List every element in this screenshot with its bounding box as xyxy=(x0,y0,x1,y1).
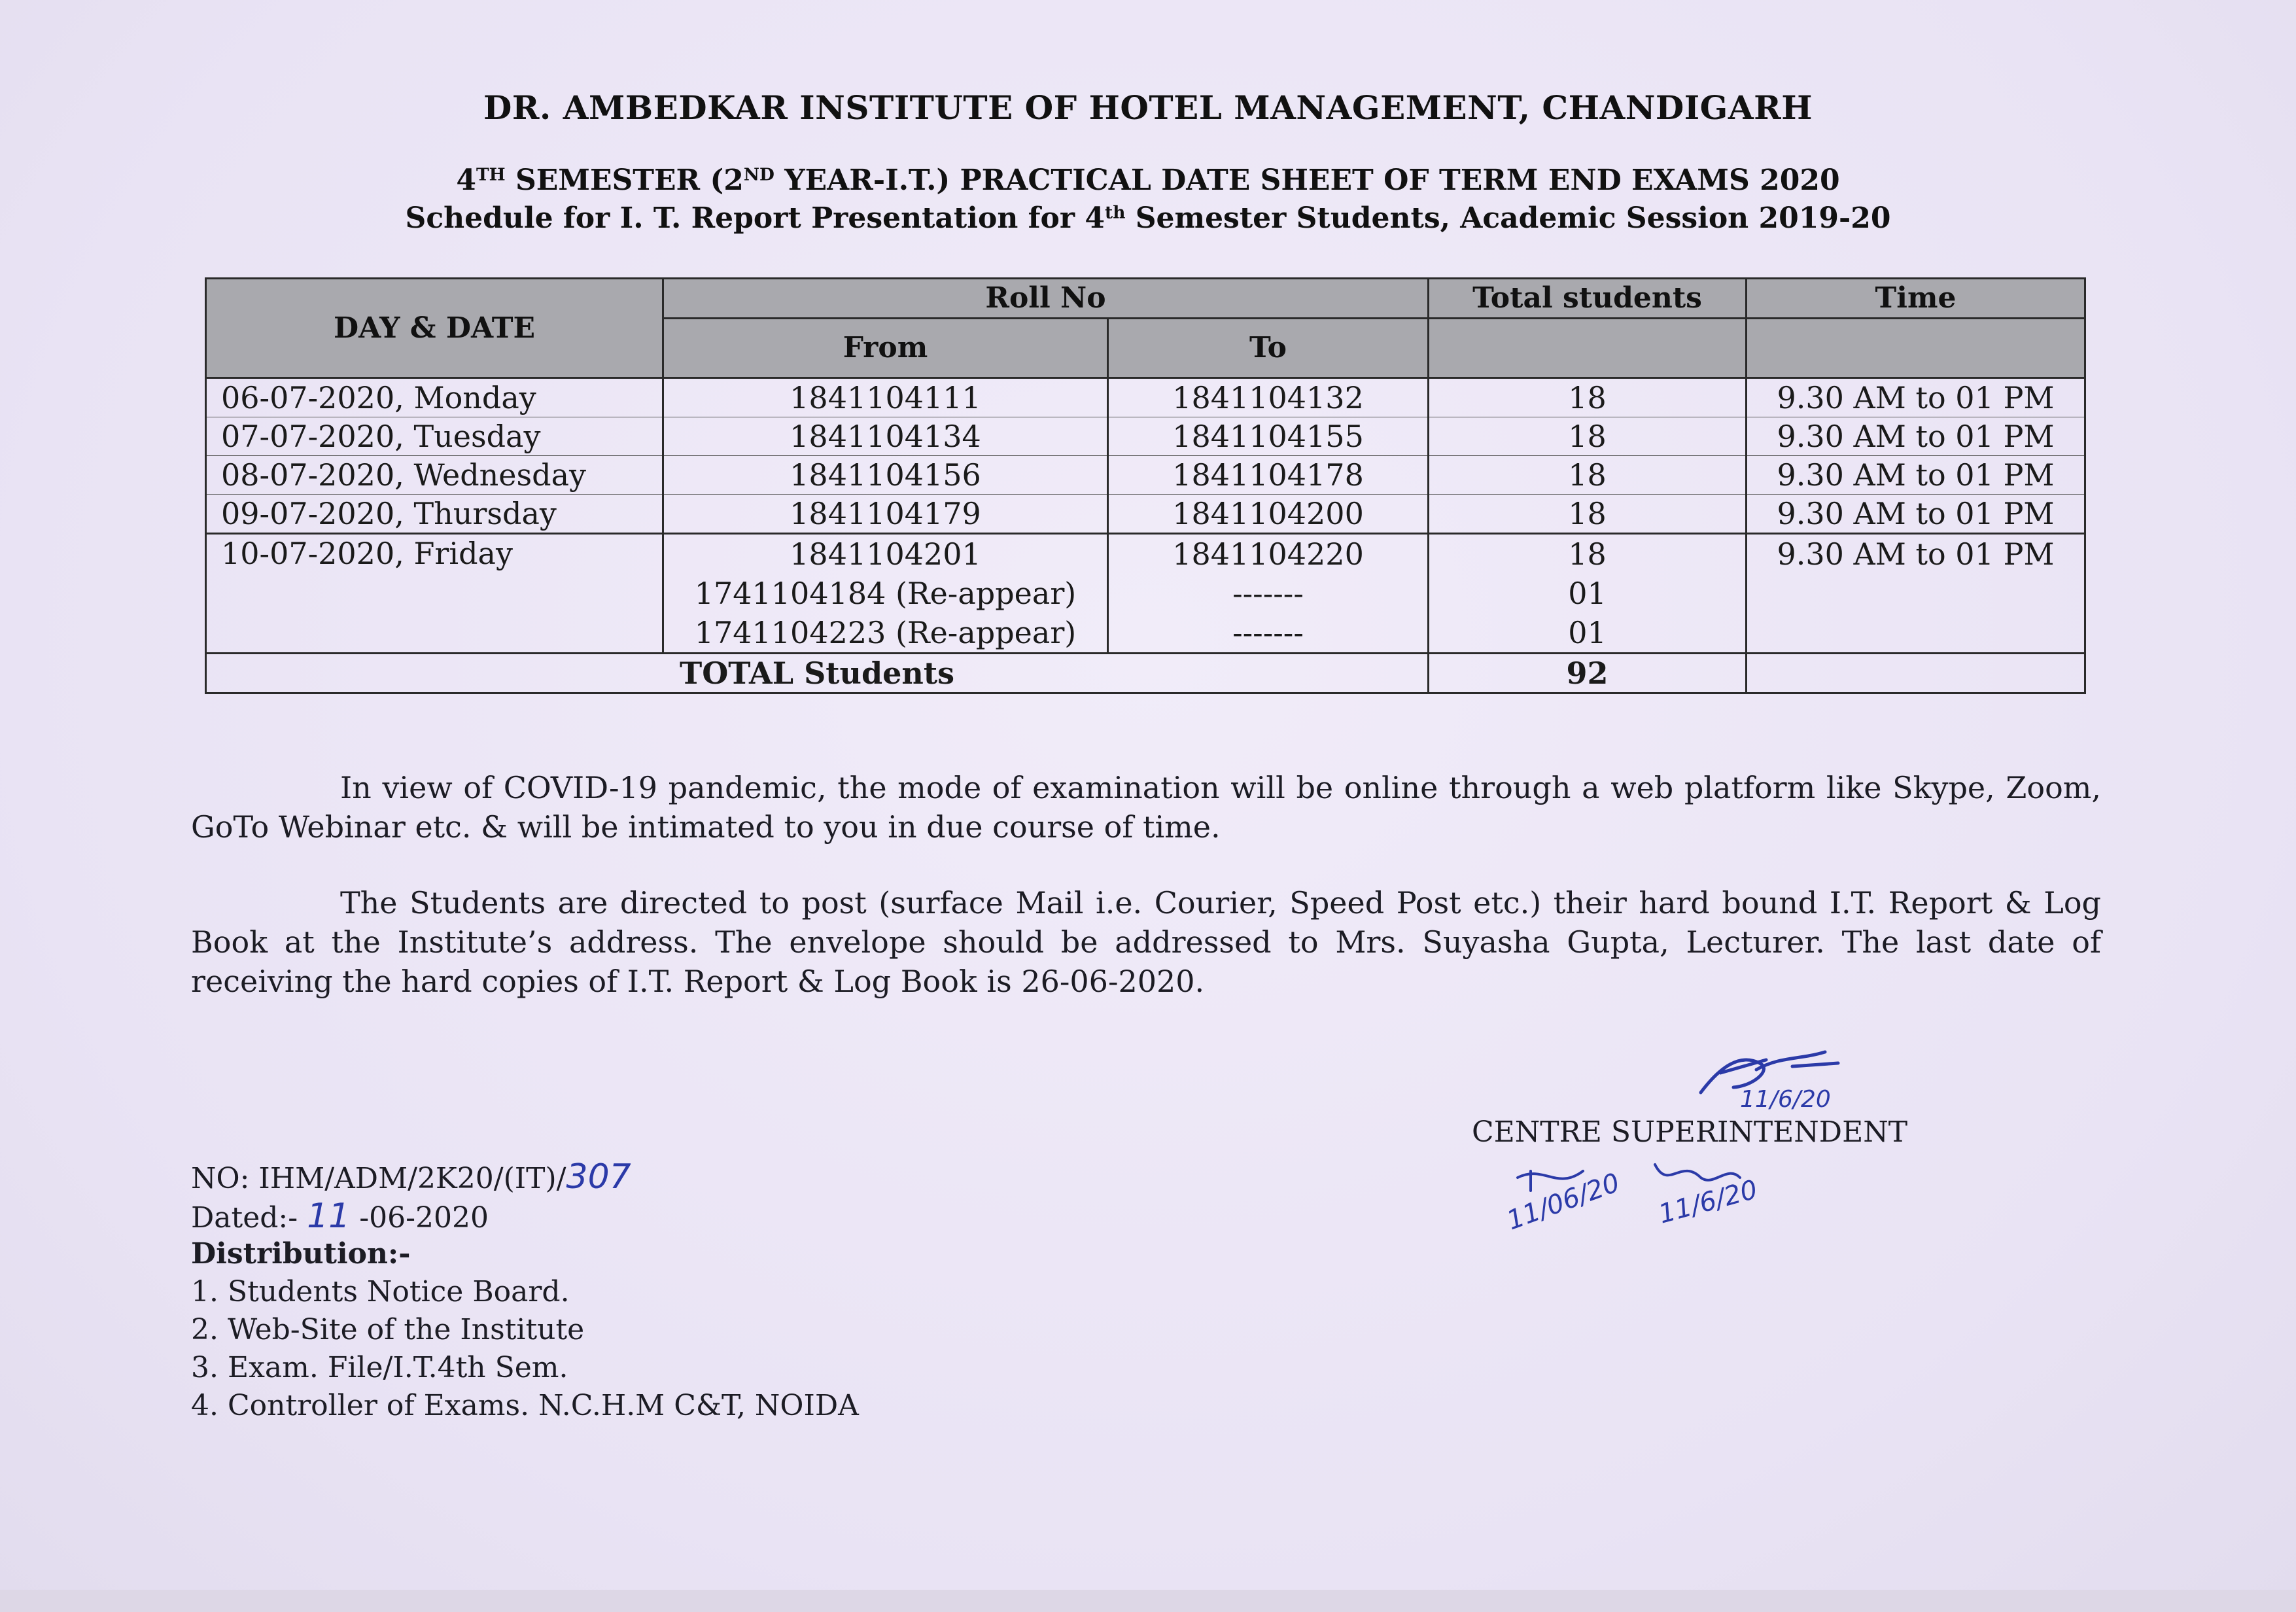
cell-to: 1841104155 xyxy=(1108,417,1429,456)
cell-to: 1841104132 xyxy=(1108,378,1429,417)
reference-date: Dated:- 11 -06-2020 xyxy=(191,1197,489,1236)
handwritten-day: 11 xyxy=(307,1197,351,1236)
header-to: To xyxy=(1108,319,1429,378)
institute-title: DR. AMBEDKAR INSTITUTE OF HOTEL MANAGEMENT, CHANDIGARH xyxy=(483,88,1813,127)
cell-time: 9.30 AM to 01 PM xyxy=(1747,378,2085,417)
cell-day: 08-07-2020, Wednesday xyxy=(206,456,663,495)
cell-time: 9.30 AM to 01 PM xyxy=(1747,417,2085,456)
schedule-table xyxy=(205,277,2086,694)
centre-superintendent-title: CENTRE SUPERINTENDENT xyxy=(1472,1115,1908,1149)
schedule-subtitle: Schedule for I. T. Report Presentation for 4th Semester Students, Academic Session 2019-20 xyxy=(405,202,1891,235)
cell-from: 1841104111 xyxy=(663,378,1108,417)
table-row xyxy=(206,495,2085,534)
header-time: Time xyxy=(1747,279,2085,319)
cell-total: 18 01 01 xyxy=(1429,534,1747,654)
total-label: TOTAL Students xyxy=(206,654,1429,693)
cell-day: 06-07-2020, Monday xyxy=(206,378,663,417)
cell-time: 9.30 AM to 01 PM xyxy=(1747,534,2085,654)
cell-to: 1841104178 xyxy=(1108,456,1429,495)
cell-day: 09-07-2020, Thursday xyxy=(206,495,663,534)
cell-total: 18 xyxy=(1429,495,1747,534)
cell-total: 18 xyxy=(1429,456,1747,495)
svg-text:11/6/20: 11/6/20 xyxy=(1740,1086,1831,1113)
header-blank xyxy=(1747,319,2085,378)
cell-time: 9.30 AM to 01 PM xyxy=(1747,495,2085,534)
scan-edge xyxy=(0,1590,2296,1612)
list-item: 1. Students Notice Board. xyxy=(191,1275,570,1308)
covid-notice-paragraph: In view of COVID-19 pandemic, the mode of examination will be online through a web platform like Skype, Zoom, GoTo Webinar etc. & will be intimated to you in due course of time. xyxy=(191,770,2101,845)
cell-from: 1841104156 xyxy=(663,456,1108,495)
cell-day: 10-07-2020, Friday xyxy=(206,534,663,654)
header-from: From xyxy=(663,319,1108,378)
header-day-date: DAY & DATE xyxy=(206,279,663,378)
svg-text:11/06/20: 11/06/20 xyxy=(1503,1167,1624,1236)
svg-text:11/6/20: 11/6/20 xyxy=(1655,1174,1761,1230)
signature-scribble xyxy=(1694,1040,1851,1112)
cell-from: 1841104179 xyxy=(663,495,1108,534)
distribution-list xyxy=(191,1273,859,1425)
table-row xyxy=(206,534,2085,654)
cell-total: 18 xyxy=(1429,417,1747,456)
table-row xyxy=(206,417,2085,456)
header-roll-no: Roll No xyxy=(663,279,1429,319)
total-value: 92 xyxy=(1429,654,1747,693)
cell-from: 1841104134 xyxy=(663,417,1108,456)
reference-number: NO: IHM/ADM/2K20/(IT)/307 xyxy=(191,1157,631,1197)
table-row xyxy=(206,456,2085,495)
cell-from: 1841104201 1741104184 (Re-appear) 1741104223 (Re-appear) xyxy=(663,534,1108,654)
distribution-label: Distribution:- xyxy=(191,1237,411,1270)
total-blank xyxy=(1747,654,2085,693)
cell-time: 9.30 AM to 01 PM xyxy=(1747,456,2085,495)
header-total-students: Total students xyxy=(1429,279,1747,319)
handwritten-number: 307 xyxy=(566,1157,631,1197)
cell-to: 1841104200 xyxy=(1108,495,1429,534)
table-total-row xyxy=(206,654,2085,693)
date-sheet-title: 4TH SEMESTER (2ND YEAR-I.T.) PRACTICAL DATE SHEET OF TERM END EXAMS 2020 xyxy=(456,164,1840,197)
cell-day: 07-07-2020, Tuesday xyxy=(206,417,663,456)
list-item: 2. Web-Site of the Institute xyxy=(191,1313,585,1346)
table-row xyxy=(206,378,2085,417)
cell-total: 18 xyxy=(1429,378,1747,417)
initials-scribble xyxy=(1505,1151,1805,1269)
submission-instructions-paragraph: The Students are directed to post (surface Mail i.e. Courier, Speed Post etc.) their hard bound I.T. Report & Log Book at the Institute’s address. The envelope should be addressed to Mrs. Suyasha Gupta, Lecturer. The last date of receiving the hard copies of I.T. Report & Log Book is 26-06-2020. xyxy=(191,885,2101,999)
list-item: 3. Exam. File/I.T.4th Sem. xyxy=(191,1351,568,1384)
list-item: 4. Controller of Exams. N.C.H.M C&T, NOIDA xyxy=(191,1389,859,1422)
header-blank xyxy=(1429,319,1747,378)
cell-to: 1841104220 ------- ------- xyxy=(1108,534,1429,654)
